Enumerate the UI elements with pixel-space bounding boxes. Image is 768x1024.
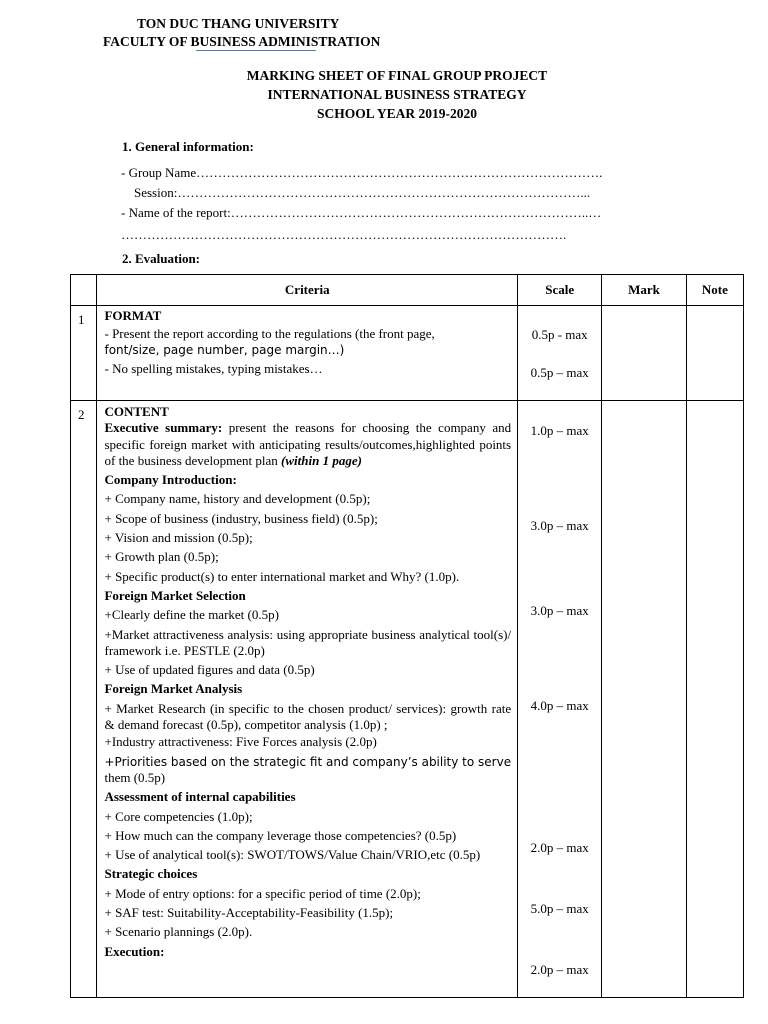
- doc-title-1: MARKING SHEET OF FINAL GROUP PROJECT: [246, 68, 548, 83]
- mark-cell[interactable]: [602, 401, 687, 998]
- report-name-dots: ………………………………………………………………………..…: [230, 205, 602, 220]
- list-item: +Priorities based on the strategic fit and company’s ability to serve: [104, 754, 512, 769]
- report-name-label: - Name of the report:: [121, 205, 231, 220]
- internal-capabilities-heading: Assessment of internal capabilities: [104, 789, 296, 805]
- report-name-line: [121, 205, 601, 221]
- doc-title-2: INTERNATIONAL BUSINESS STRATEGY: [267, 87, 527, 102]
- criteria-cell: [97, 306, 518, 401]
- row-number: 2: [71, 401, 97, 998]
- scale-exec-summary: 1.0p – max: [530, 423, 589, 438]
- scale-cell: [518, 401, 602, 998]
- row-number: 1: [71, 306, 97, 401]
- format-scale-2: 0.5p – max: [530, 365, 589, 380]
- group-name-line: [121, 165, 602, 181]
- evaluation-table: [70, 274, 744, 998]
- company-intro-heading: Company Introduction:: [104, 472, 237, 488]
- scale-cell: [518, 306, 602, 401]
- list-item: + Scenario plannings (2.0p).: [104, 924, 253, 940]
- list-item: +Industry attractiveness: Five Forces analysis (2.0p): [104, 734, 377, 750]
- session-dots: …………………………………………………………………………………...: [177, 185, 591, 200]
- group-name-label: - Group Name: [121, 165, 197, 180]
- list-item: + SAF test: Suitability-Acceptability-Feasibility (1.5p);: [104, 905, 394, 921]
- scale-company-intro: 3.0p – max: [530, 518, 589, 533]
- blank-dotted-line: ………………………………………………………………………………………….: [121, 227, 567, 242]
- market-selection-heading: Foreign Market Selection: [104, 587, 246, 603]
- list-item: +Clearly define the market (0.5p): [104, 607, 279, 623]
- list-item: + Scope of business (industry, business field) (0.5p);: [104, 510, 378, 526]
- note-cell[interactable]: [686, 306, 743, 401]
- list-item: + Use of analytical tool(s): SWOT/TOWS/Value Chain/VRIO,etc (0.5p): [104, 847, 481, 863]
- col-mark-header: Mark: [602, 275, 687, 306]
- scale-market-selection: 3.0p – max: [530, 603, 589, 618]
- criteria-cell: [97, 401, 518, 998]
- content-title: CONTENT: [104, 404, 169, 419]
- list-item-cont: them (0.5p): [104, 769, 166, 785]
- mark-cell[interactable]: [602, 306, 687, 401]
- format-scale-1: 0.5p - max: [531, 327, 588, 342]
- list-item: + How much can the company leverage those competencies? (0.5p): [104, 827, 457, 843]
- list-item: +Market attractiveness analysis: using appropriate business analytical tool(s)/ framework i.e. PESTLE (2.0p): [104, 626, 512, 658]
- col-scale-header: Scale: [518, 275, 602, 306]
- list-item: + Use of updated figures and data (0.5p): [104, 662, 315, 678]
- scale-execution: 2.0p – max: [530, 962, 589, 977]
- list-item: + Growth plan (0.5p);: [104, 549, 219, 565]
- table-row-content: [71, 401, 744, 998]
- university-name: TON DUC THANG UNIVERSITY: [137, 16, 340, 31]
- market-analysis-heading: Foreign Market Analysis: [104, 681, 243, 697]
- evaluation-heading: 2. Evaluation:: [122, 251, 201, 266]
- list-item: + Company name, history and development (0.5p);: [104, 491, 371, 507]
- list-item: + Core competencies (1.0p);: [104, 808, 253, 824]
- scale-internal-capabilities: 2.0p – max: [530, 840, 589, 855]
- col-note-header: Note: [686, 275, 743, 306]
- col-number-header: [71, 275, 97, 306]
- list-item: + Specific product(s) to enter international market and Why? (1.0p).: [104, 568, 460, 584]
- format-line2: - No spelling mistakes, typing mistakes…: [104, 360, 323, 376]
- table-header-row: [71, 275, 744, 306]
- table-row-format: [71, 306, 744, 401]
- faculty-name: FACULTY OF BUSINESS ADMINISTRATION: [103, 34, 381, 49]
- group-name-dots: ………………………………………………………………………………….: [196, 165, 603, 180]
- scale-strategic-choices: 5.0p – max: [530, 901, 589, 916]
- list-item: + Market Research (in specific to the chosen product/ services): growth rate & demand forecast (0.5p), competitor analysis (1.0p) ;: [104, 700, 512, 733]
- general-info-heading: 1. General information:: [122, 139, 254, 154]
- col-criteria-header: Criteria: [97, 275, 518, 306]
- execution-heading: Execution:: [104, 943, 165, 959]
- format-line1: - Present the report according to the regulations (the front page,: [104, 325, 435, 341]
- executive-summary: Executive summary: present the reasons for choosing the company and specific foreign market with anticipating results/outcomes,highlighted points of the business development plan (within 1 page): [104, 420, 512, 468]
- note-cell[interactable]: [686, 401, 743, 998]
- strategic-choices-heading: Strategic choices: [104, 866, 198, 882]
- session-line: [134, 185, 590, 201]
- list-item: + Vision and mission (0.5p);: [104, 530, 253, 546]
- doc-title-3: SCHOOL YEAR 2019-2020: [316, 106, 478, 121]
- list-item: + Mode of entry options: for a specific period of time (2.0p);: [104, 885, 421, 901]
- link-underline: [196, 50, 316, 51]
- scale-market-analysis: 4.0p – max: [530, 698, 589, 713]
- format-line1b: font/size, page number, page margin…): [104, 343, 345, 357]
- format-title: FORMAT: [104, 308, 162, 323]
- session-label: Session:: [134, 185, 178, 200]
